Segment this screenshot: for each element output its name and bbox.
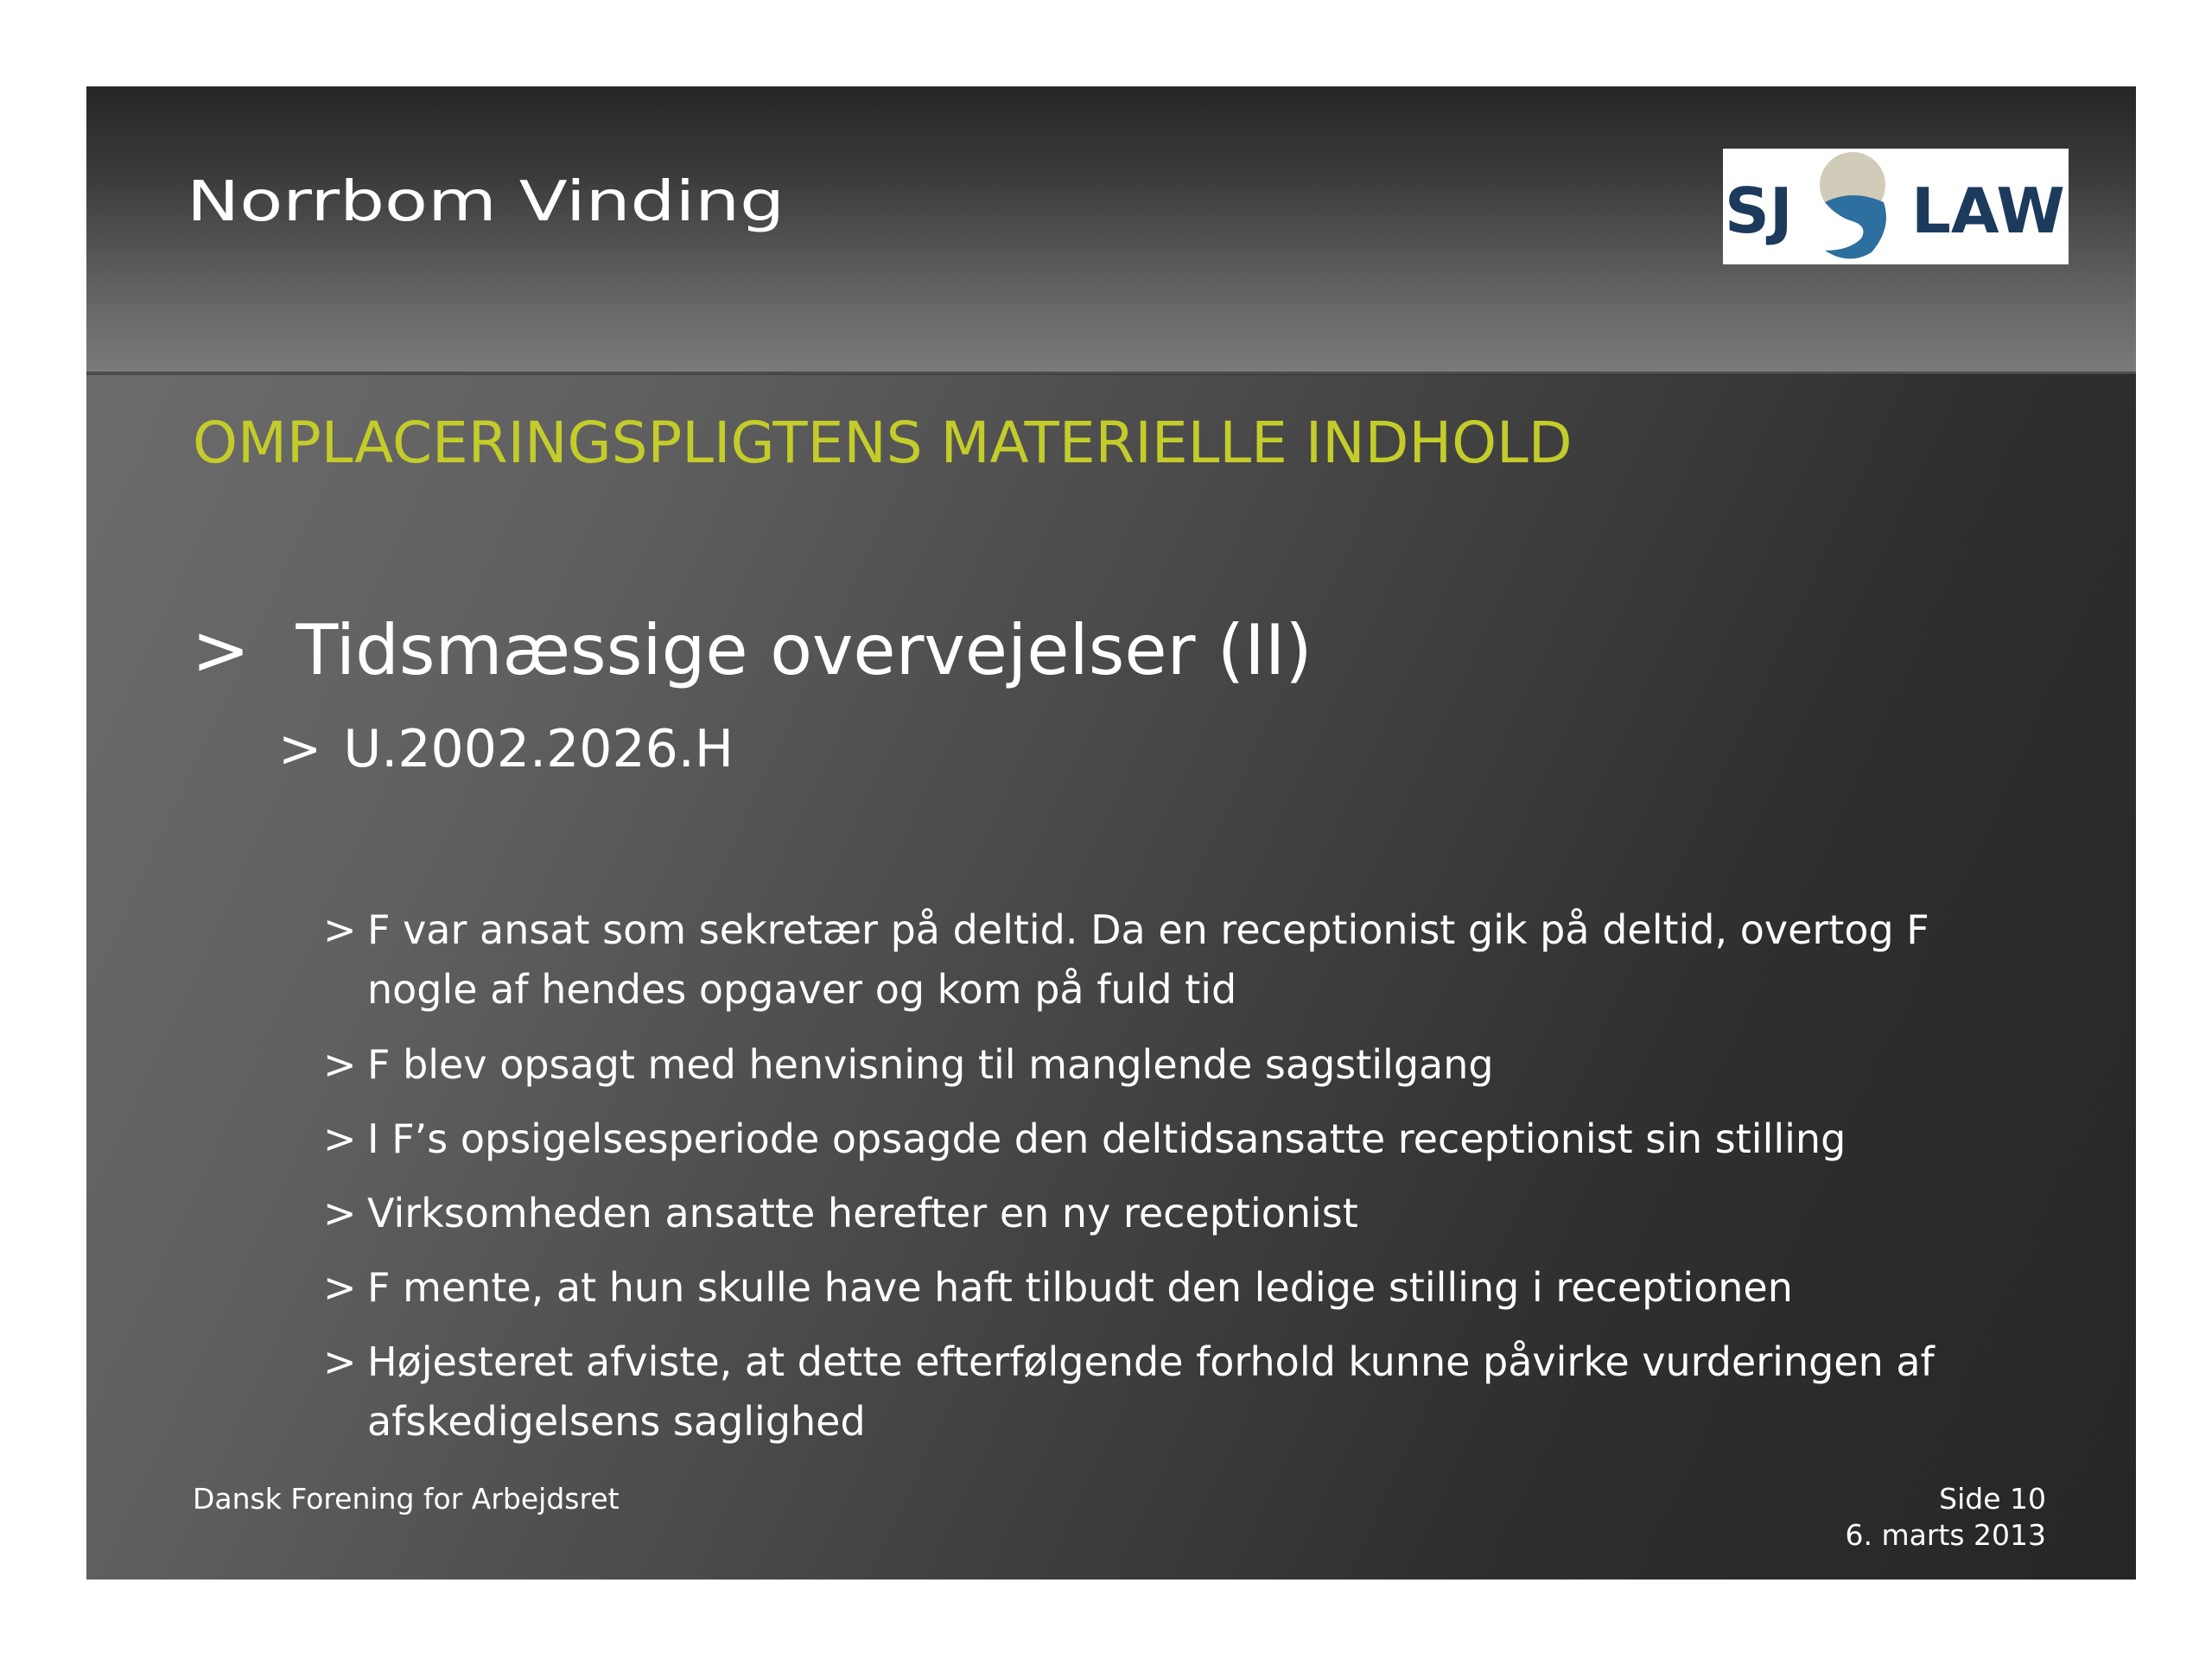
footer-organization: Dansk Forening for Arbejdsret bbox=[193, 1482, 620, 1516]
level2-bullet bbox=[278, 714, 734, 785]
level2-marker: > bbox=[278, 719, 322, 779]
list-item bbox=[323, 1332, 2017, 1452]
sj-logo-text: SJ bbox=[1725, 175, 1793, 247]
footer-page-info bbox=[1845, 1481, 2046, 1554]
bullet-text: Virksomheden ansatte herefter en ny receptionist bbox=[367, 1190, 1358, 1236]
page-number: Side 10 bbox=[1939, 1482, 2046, 1516]
bullet-marker: > bbox=[323, 1264, 357, 1311]
bullet-marker: > bbox=[323, 906, 357, 953]
law-logo-text: LAW bbox=[1911, 175, 2065, 247]
list-item bbox=[323, 900, 2017, 1020]
level1-marker: > bbox=[192, 610, 251, 690]
presentation-date: 6. marts 2013 bbox=[1845, 1518, 2046, 1552]
level1-bullet bbox=[192, 603, 1313, 698]
bullet-marker: > bbox=[323, 1041, 357, 1088]
level1-text: Tidsmæssige overvejelser (II) bbox=[296, 610, 1313, 690]
bullet-marker: > bbox=[323, 1190, 357, 1236]
norrbom-vinding-logo bbox=[187, 156, 791, 259]
list-item bbox=[323, 1035, 2017, 1095]
bullet-text: F mente, at hun skulle have haft tilbudt den ledige stilling i receptionen bbox=[367, 1264, 1793, 1311]
bullet-text: I F’s opsigelsesperiode opsagde den deltidsansatte receptionist sin stilling bbox=[367, 1116, 1847, 1162]
slide-title: OMPLACERINGSPLIGTENS MATERIELLE INDHOLD bbox=[193, 410, 1573, 476]
bullet-marker: > bbox=[323, 1338, 357, 1385]
bullet-text: F var ansat som sekretær på deltid. Da en receptionist gik på deltid, overtog F nogle af hendes opgaver og kom på fuld tid bbox=[367, 906, 1929, 1013]
slide bbox=[86, 86, 2136, 1580]
bullet-text: F blev opsagt med henvisning til manglende sagstilgang bbox=[367, 1041, 1494, 1088]
bullet-marker: > bbox=[323, 1116, 357, 1162]
list-item bbox=[323, 1258, 2017, 1318]
brand-logo-text: Norrbom Vinding bbox=[187, 170, 785, 234]
sj-law-logo bbox=[1723, 149, 2069, 264]
header-divider bbox=[86, 372, 2136, 375]
bullet-text: Højesteret afviste, at dette efterfølgende forhold kunne påvirke vurderingen af afskedigelsens saglighed bbox=[367, 1338, 1935, 1445]
list-item bbox=[323, 1109, 2017, 1169]
level2-text: U.2002.2026.H bbox=[343, 719, 734, 779]
list-item bbox=[323, 1184, 2017, 1243]
